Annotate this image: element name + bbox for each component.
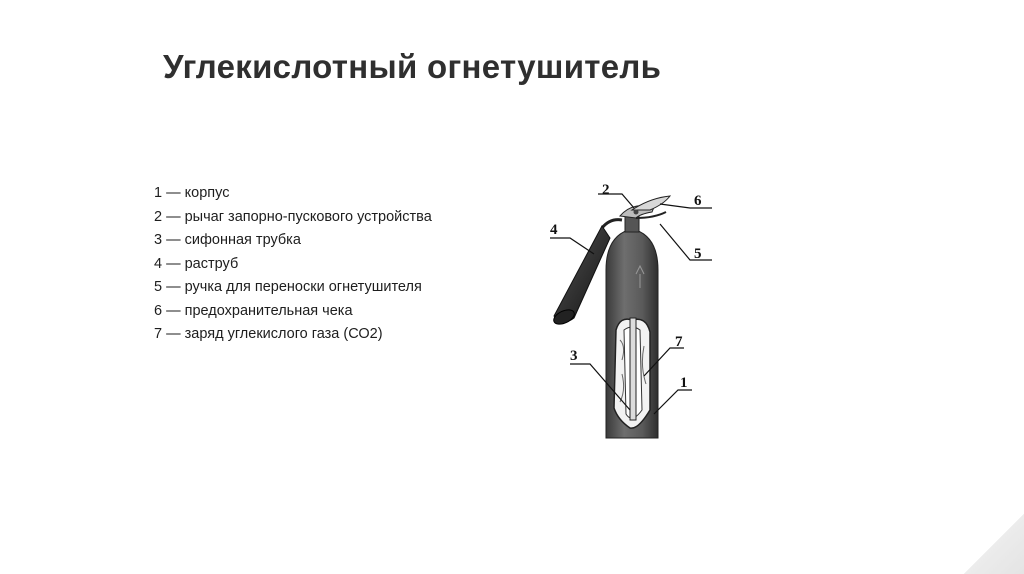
co2-extinguisher-icon — [540, 170, 730, 460]
page-title: Углекислотный огнетушитель — [163, 48, 662, 85]
callout-4: 4 — [550, 222, 558, 238]
legend-item-5: 5 — ручка для переноски огнетушителя — [154, 279, 422, 295]
callout-7: 7 — [675, 334, 683, 350]
page-corner-shade — [964, 514, 1024, 574]
callout-5: 5 — [694, 246, 702, 262]
legend-item-3: 3 — сифонная трубка — [154, 232, 301, 248]
valve-assembly — [620, 196, 670, 218]
callout-1: 1 — [680, 375, 688, 391]
callout-2: 2 — [602, 182, 610, 198]
legend-item-7: 7 — заряд углекислого газа (СО2) — [154, 326, 383, 342]
legend-item-4: 4 — раструб — [154, 255, 239, 272]
legend-item-2: 2 — рычаг запорно-пускового устройства — [154, 208, 432, 225]
cutaway-section — [614, 318, 650, 428]
callout-3: 3 — [570, 348, 578, 364]
legend-item-6: 6 — предохранительная чека — [154, 302, 353, 319]
legend-list — [154, 182, 432, 347]
legend-item-1: 1 — корпус — [154, 185, 230, 201]
callout-6: 6 — [694, 193, 702, 209]
